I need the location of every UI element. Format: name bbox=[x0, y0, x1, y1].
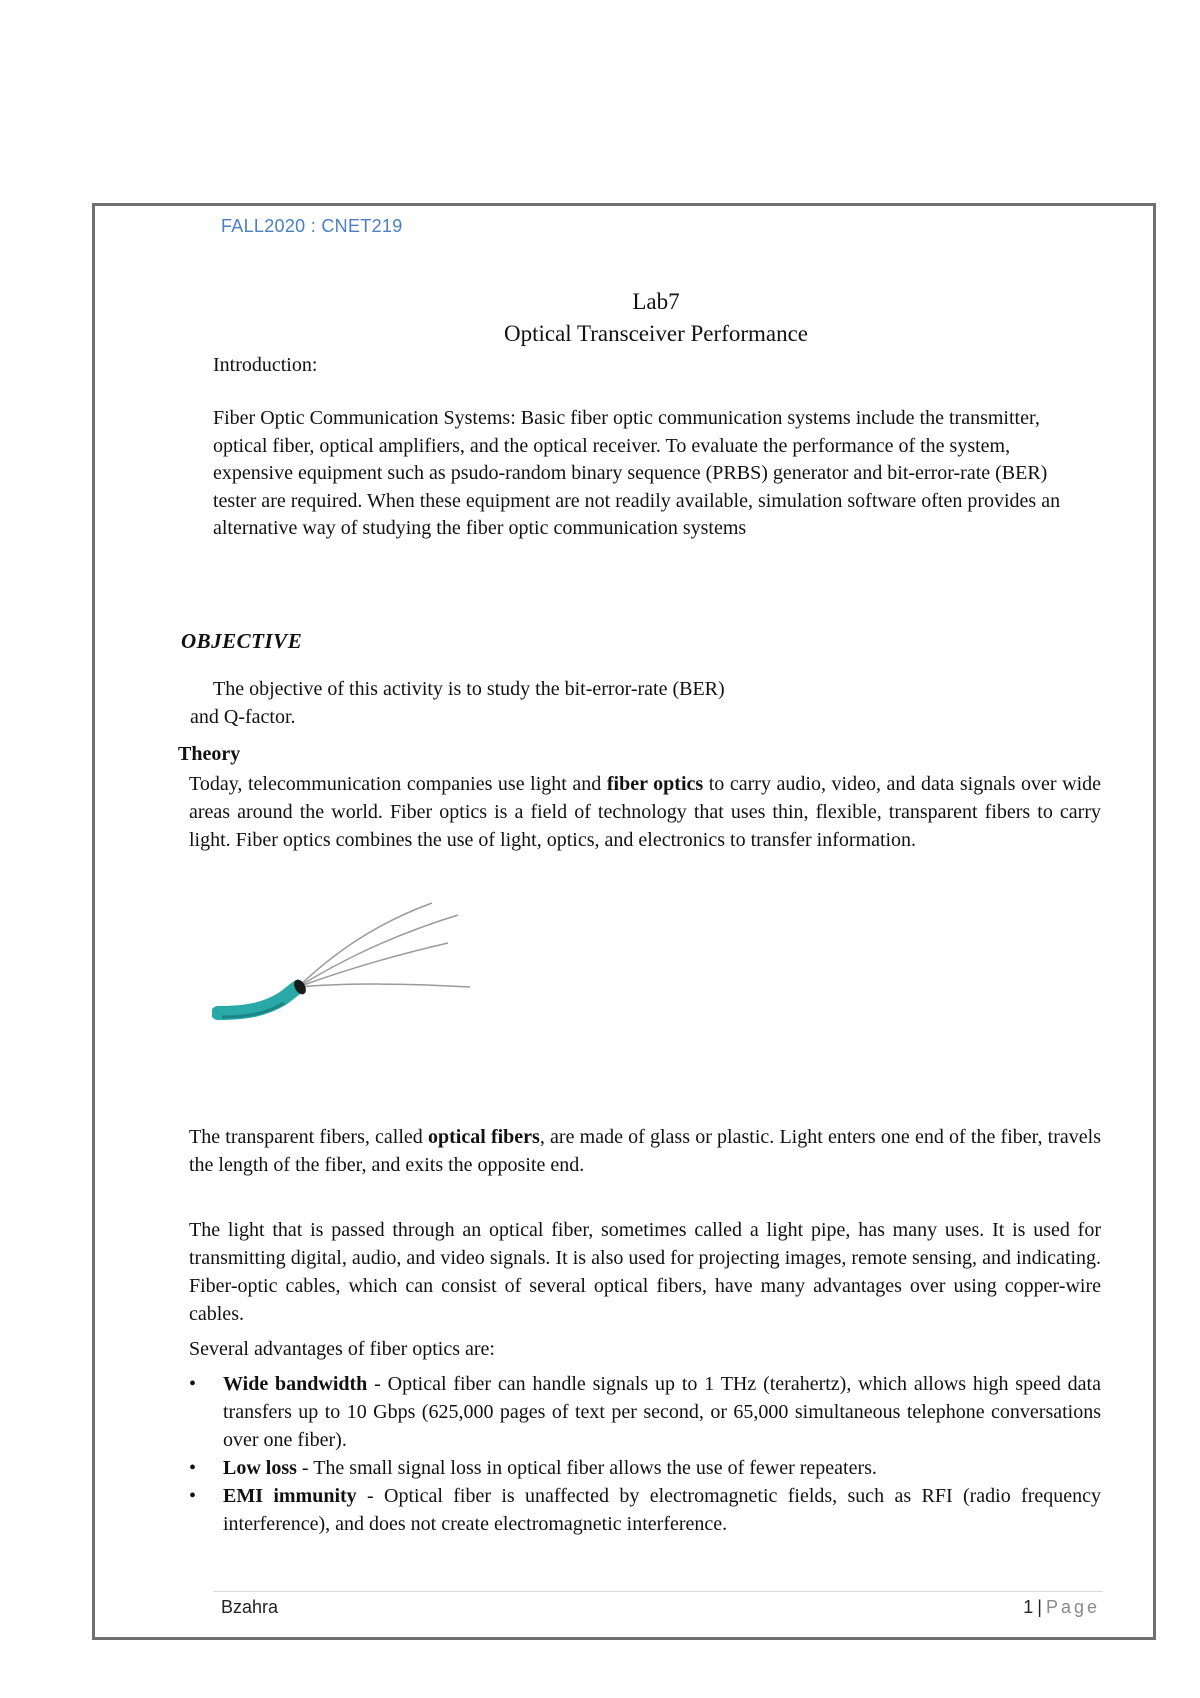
bullet-icon: • bbox=[189, 1457, 197, 1479]
advantage-text: - Optical fiber is unaffected by electromagnetic fields, such as RFI (radio frequency interference), and does not create electromagnetic interference. bbox=[223, 1485, 1102, 1535]
footer-author: Bzahra bbox=[221, 1597, 279, 1617]
course-header: FALL2020 : CNET219 bbox=[221, 216, 403, 236]
bullet-icon: • bbox=[189, 1373, 197, 1395]
advantage-term: Low loss bbox=[223, 1457, 297, 1479]
list-item bbox=[189, 1482, 1101, 1538]
introduction-paragraph: Fiber Optic Communication Systems: Basic fiber optic communication systems include the transmitter, optical fiber, optical amplifiers, and the optical receiver. To evaluate the performance of the system, expensive equipment such as psudo-random binary sequence (PRBS) generator and bit-error-rate (BER) tester are required. When these equipment are not readily available, simulation software often provides an alternative way of studying the fiber optic communication systems bbox=[213, 407, 1061, 539]
objective-text-line1: The objective of this activity is to study the bit-error-rate (BER) bbox=[213, 678, 725, 700]
page-separator: | bbox=[1037, 1597, 1042, 1617]
page-number: 1 bbox=[1023, 1597, 1034, 1617]
theory-heading: Theory bbox=[178, 743, 241, 765]
objective-text-line2: and Q-factor. bbox=[190, 706, 296, 728]
theory-p1-text-c: to carry audio, video, and data signals over wide areas around the world. Fiber optics is a field of technology that uses thin, flexible, transparent fibers to carry light. Fiber optics combines the use of light, optics, and electronics to transfer information. bbox=[189, 773, 1101, 851]
fiber-strands bbox=[298, 903, 470, 987]
advantage-term: EMI immunity bbox=[223, 1485, 357, 1507]
list-item bbox=[189, 1370, 1101, 1454]
lab-subtitle: Optical Transceiver Performance bbox=[503, 321, 808, 346]
advantage-text: - Optical fiber can handle signals up to 1 THz (terahertz), which allows high speed data transfers up to 10 Gbps (625,000 pages of text per second, or 65,000 simultaneous telephone conversations over one fiber). bbox=[223, 1373, 1101, 1451]
advantage-term: Wide bandwidth bbox=[223, 1373, 368, 1395]
objective-heading: OBJECTIVE bbox=[181, 629, 303, 653]
footer-divider bbox=[213, 1591, 1103, 1592]
theory-p2-text-a: The transparent fibers, called bbox=[189, 1126, 428, 1148]
theory-p2-text-c: , are made of glass or plastic. Light enters one end of the fiber, travels the length of the fiber, and exits the opposite end. bbox=[189, 1126, 1101, 1176]
theory-paragraph-1 bbox=[189, 770, 1101, 854]
theory-paragraph-2 bbox=[189, 1123, 1101, 1179]
fiber-optic-cable-illustration bbox=[212, 895, 482, 1025]
bullet-icon: • bbox=[189, 1485, 197, 1507]
theory-p2-bold: optical fibers bbox=[428, 1126, 540, 1148]
footer-page-indicator bbox=[960, 1597, 1100, 1618]
theory-p1-text-a: Today, telecommunication companies use light and bbox=[189, 773, 607, 795]
cable-jacket-icon bbox=[218, 987, 298, 1013]
lab-title: Lab7 bbox=[632, 289, 680, 314]
advantages-list bbox=[189, 1370, 1101, 1538]
theory-paragraph-3: The light that is passed through an optical fiber, sometimes called a light pipe, has many uses. It is used for transmitting digital, audio, and video signals. It is also used for projecting images, remote sensing, and indicating. Fiber-optic cables, which can consist of several optical fibers, have many advantages over using copper-wire cables. bbox=[189, 1219, 1101, 1325]
list-item bbox=[189, 1454, 1101, 1482]
introduction-heading: Introduction: bbox=[213, 354, 318, 376]
advantage-text: - The small signal loss in optical fiber allows the use of fewer repeaters. bbox=[296, 1457, 877, 1479]
advantages-intro: Several advantages of fiber optics are: bbox=[189, 1338, 495, 1360]
theory-p1-bold: fiber optics bbox=[606, 773, 704, 795]
page-label: Page bbox=[1045, 1597, 1100, 1617]
